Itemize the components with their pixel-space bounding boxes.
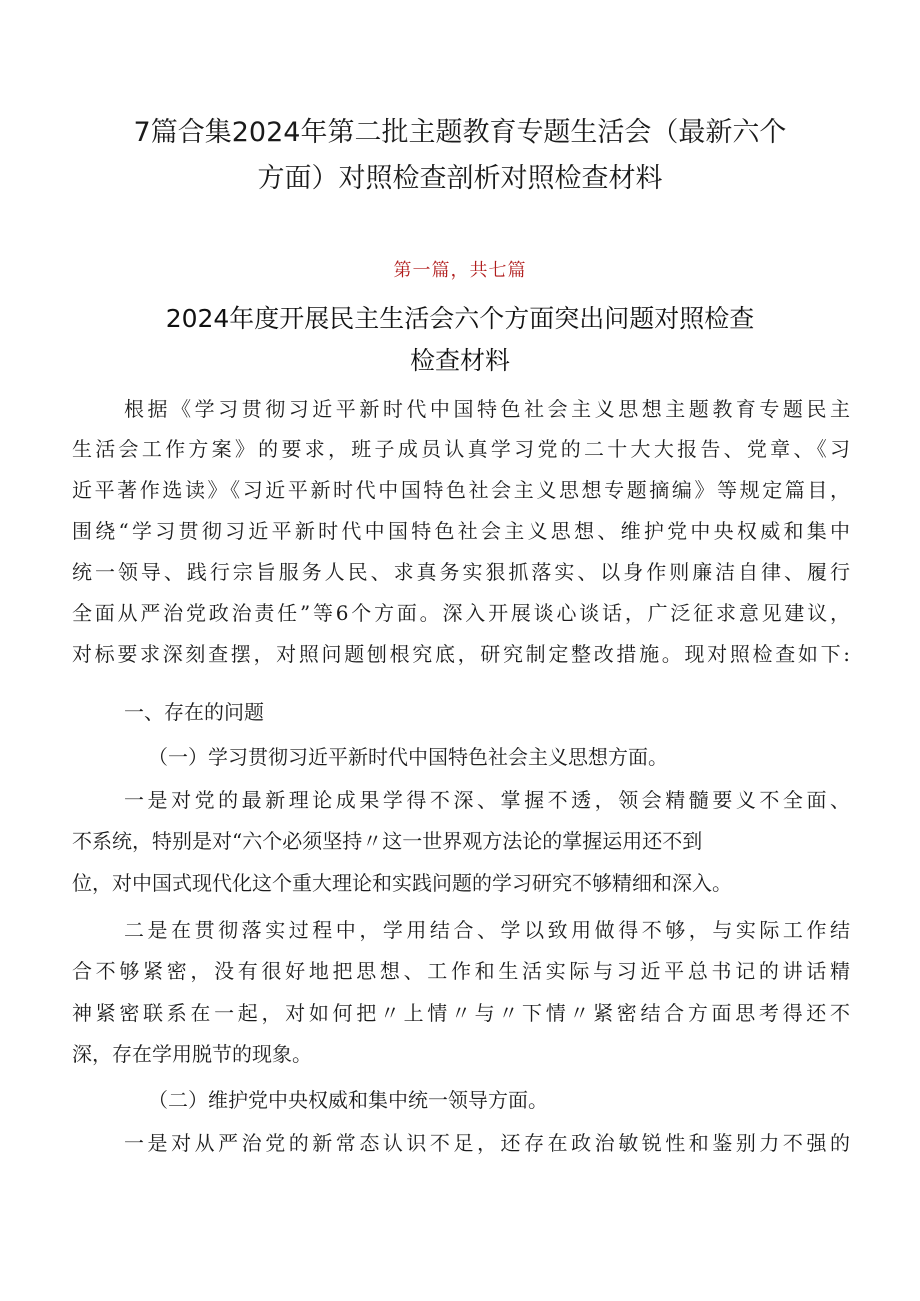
- body-line: 深，存在学用脱节的现象。: [72, 1042, 312, 1066]
- body-line: 合不够紧密，没有很好地把思想、工作和生活实际与习近平总书记的讲话精: [72, 959, 850, 983]
- subsection-heading: （一）学习贯彻习近平新时代中国特色社会主义思想方面。: [148, 745, 668, 769]
- body-line: 二是在贯彻落实过程中，学用结合、学以致用做得不够，与实际工作结: [124, 918, 850, 942]
- body-line: 统一领导、践行宗旨服务人民、求真务实狠抓落实、以身作则廉洁自律、履行: [72, 560, 850, 584]
- body-line: 近平著作选读》《习近平新时代中国特色社会主义思想专题摘编》等规定篇目，: [72, 478, 850, 502]
- section-title-line-2: 检查材料: [409, 346, 510, 375]
- section-title-line-1: 2024年度开展民主生活会六个方面突出问题对照检查: [165, 304, 755, 333]
- document-title-line-2: 方面）对照检查剖析对照检查材料: [257, 163, 663, 194]
- body-line: 神紧密联系在一起，对如何把〃上情〃与〃下情〃紧密结合方面思考得还不: [72, 1001, 850, 1025]
- chapter-label: 第一篇，共七篇: [393, 260, 527, 281]
- body-line: 一是对从严治党的新常态认识不足，还存在政治敏锐性和鉴别力不强的: [124, 1131, 850, 1155]
- body-line: 不系统，特别是对“六个必须坚持〃这一世界观方法论的掌握运用还不到: [72, 829, 703, 853]
- body-line: 全面从严治党政治责任”等6个方面。深入开展谈心谈话，广泛征求意见建议，: [72, 601, 850, 625]
- document-title-line-1: 7篇合集2024年第二批主题教育专题生活会（最新六个: [133, 117, 787, 148]
- section-heading: 一、存在的问题: [124, 700, 264, 724]
- body-line: 对标要求深刻查摆，对照问题刨根究底，研究制定整改措施。现对照检查如下:: [72, 642, 850, 666]
- body-line: 根据《学习贯彻习近平新时代中国特色社会主义思想主题教育专题民主: [124, 397, 850, 421]
- body-line: 生活会工作方案》的要求，班子成员认真学习党的二十大大报告、党章、《习: [72, 437, 850, 461]
- body-line: 位，对中国式现代化这个重大理论和实践问题的学习研究不够精细和深入。: [72, 871, 732, 895]
- subsection-heading: （二）维护党中央权威和集中统一领导方面。: [148, 1088, 548, 1112]
- body-line: 围绕“学习贯彻习近平新时代中国特色社会主义思想、维护党中央权威和集中: [72, 519, 850, 543]
- body-line: 一是对党的最新理论成果学得不深、掌握不透，领会精髓要义不全面、: [124, 788, 850, 812]
